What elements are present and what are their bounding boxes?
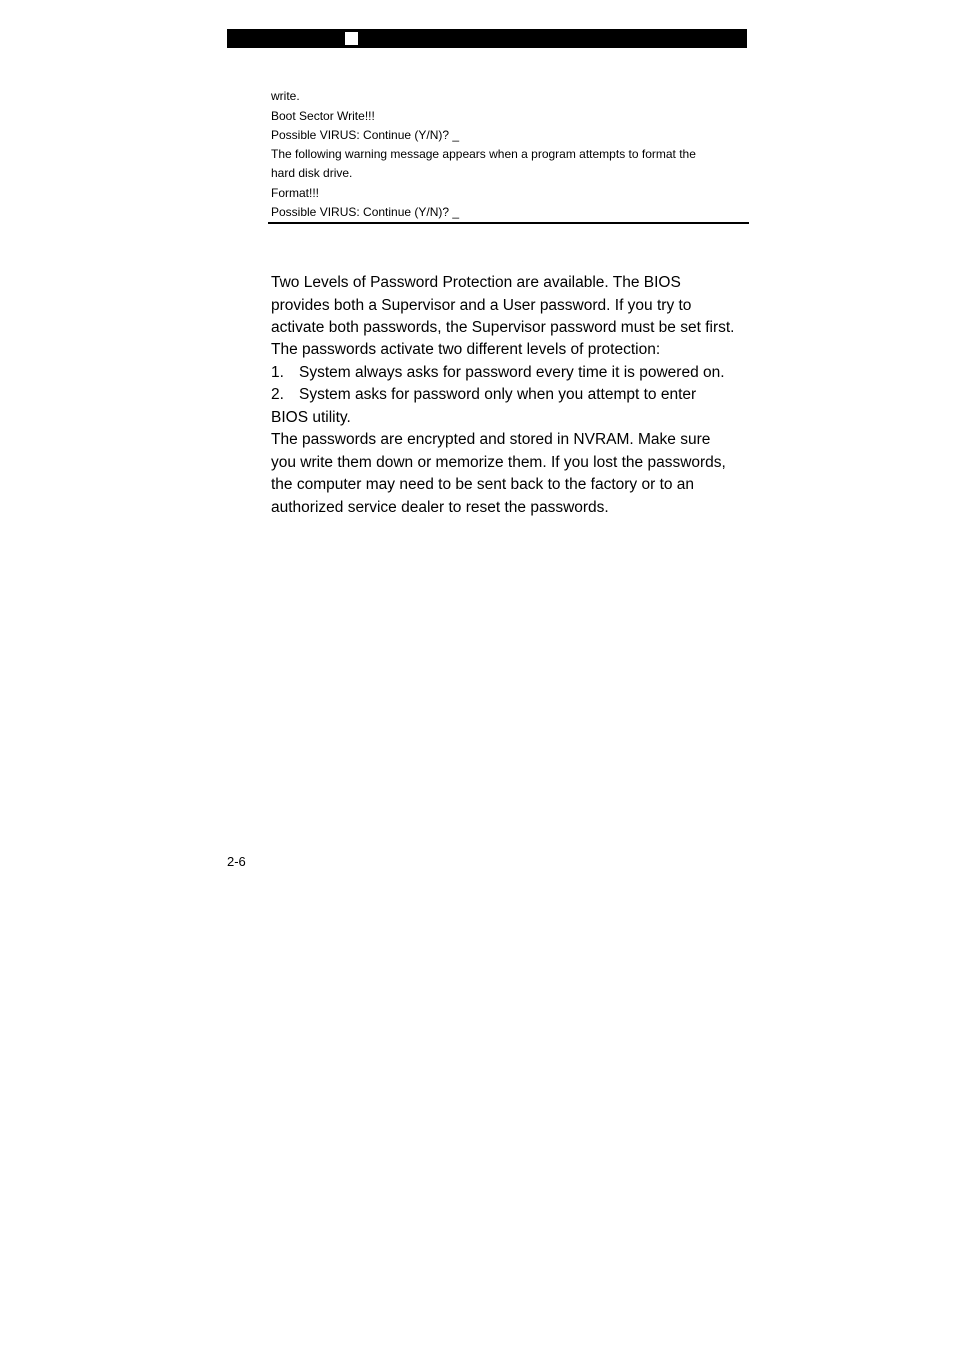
note-line: Possible VIRUS: Continue (Y/N)? _ <box>271 128 460 142</box>
body-text-line: activate both passwords, the Supervisor password must be set first. <box>271 319 735 336</box>
warning-message-box <box>268 86 749 224</box>
body-text-line: the computer may need to be sent back to the factory or to an <box>271 476 695 493</box>
note-line: write. <box>271 89 300 103</box>
body-text-line: The passwords activate two different levels of protection: <box>271 341 661 358</box>
body-text-line: provides both a Supervisor and a User password. If you try to <box>271 297 692 314</box>
body-text-line: Two Levels of Password Protection are available. The BIOS <box>271 274 681 291</box>
list-item-text: System asks for password only when you attempt to enter <box>299 386 697 403</box>
list-item-continuation: BIOS utility. <box>271 409 351 426</box>
page-number: 2-6 <box>227 854 246 869</box>
list-item <box>271 386 696 404</box>
list-item-number: 2. <box>271 386 284 403</box>
note-line: The following warning message appears when a program attempts to format the <box>271 147 696 161</box>
list-item-text: System always asks for password every time it is powered on. <box>299 364 725 381</box>
list-item <box>271 364 725 382</box>
note-line: Possible VIRUS: Continue (Y/N)? _ <box>271 205 460 219</box>
header-marker <box>345 32 358 45</box>
body-text-line: you write them down or memorize them. If you lost the passwords, <box>271 454 726 471</box>
body-text-line: The passwords are encrypted and stored in NVRAM. Make sure <box>271 431 711 448</box>
note-line: Boot Sector Write!!! <box>271 109 375 123</box>
header-bar <box>227 29 747 48</box>
note-line: Format!!! <box>271 186 320 200</box>
list-item-number: 1. <box>271 364 284 381</box>
body-text-line: authorized service dealer to reset the passwords. <box>271 499 609 516</box>
note-line: hard disk drive. <box>271 166 353 180</box>
